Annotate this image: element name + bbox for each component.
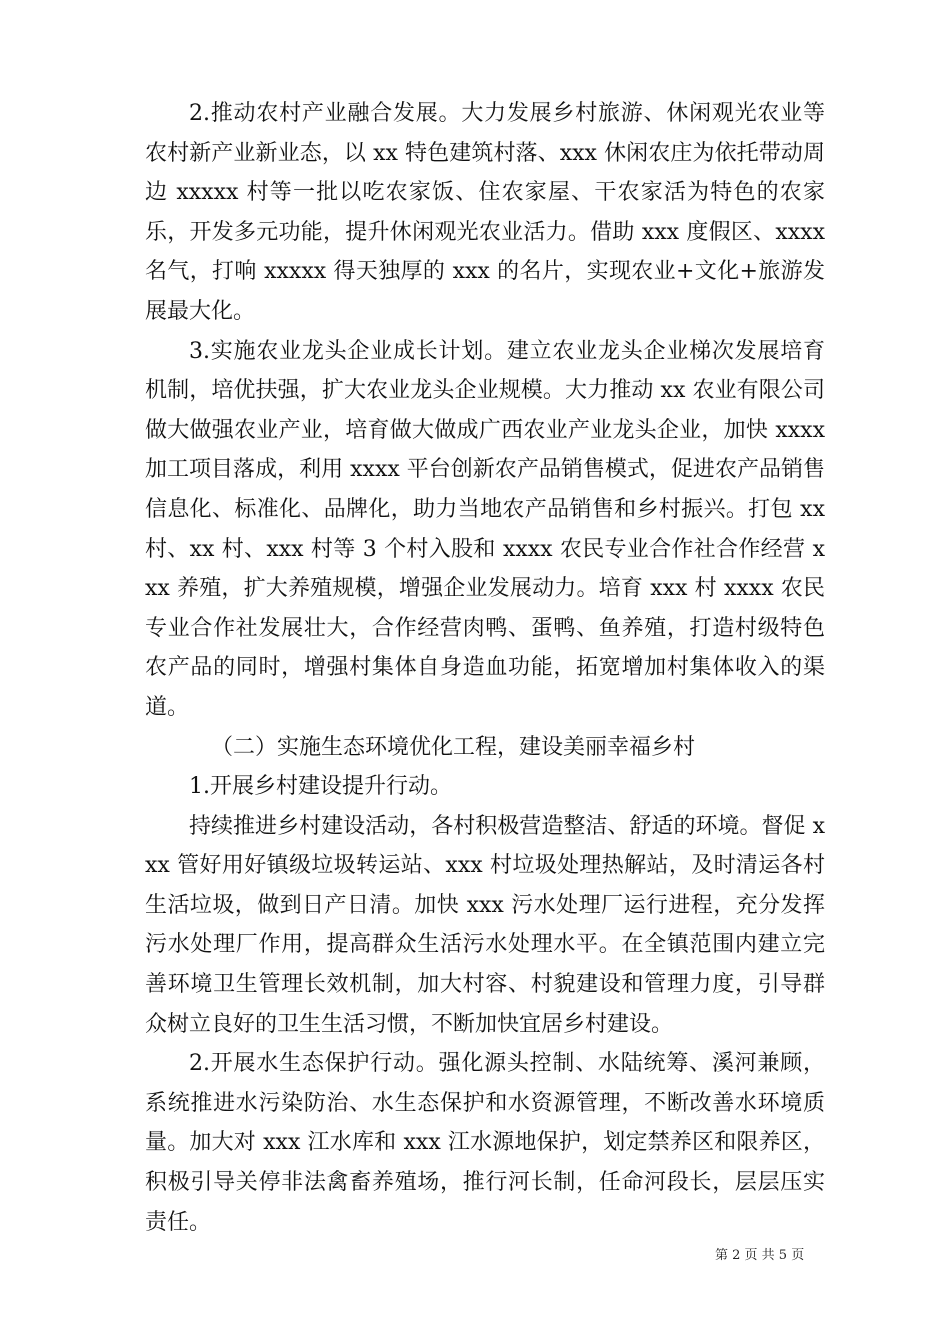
- paragraph-water-ecology: 2.开展水生态保护行动。强化源头控制、水陆统筹、溪河兼顾，系统推进水污染防治、水生态保护和水资源管理，不断改善水环境质量。加大对 xxx 江水库和 xxx 江水源地保护，划定禁养区和限养区，积极引导关停非法禽畜养殖场，推行河长制，任命河段长，层层压实责任。: [145, 1051, 825, 1235]
- page-number: 第 2 页 共 5 页: [715, 1248, 805, 1263]
- paragraph-leading-enterprise: 3.实施农业龙头企业成长计划。建立农业龙头企业梯次发展培育机制，培优扶强，扩大农业龙头企业规模。大力推动 xx 农业有限公司做大做强农业产业，培育做大做成广西农业产业龙头企业，加快 xxxx 加工项目落成，利用 xxxx 平台创新农产品销售模式，促进农产品销售信息化、标准化、品牌化，助力当地农产品销售和乡村振兴。打包 xx 村、xx 村、xxx 村等 3 个村入股和 xxxx 农民专业合作社合作经营 xxx 养殖，扩大养殖规模，增强企业发展动力。培育 xxx 村 xxxx 农民专业合作社发展壮大，合作经营肉鸭、蛋鸭、鱼养殖，打造村级特色农产品的同时，增强村集体自身造血功能，拓宽增加村集体收入的渠道。: [145, 338, 825, 720]
- paragraph-industry-integration: 2.推动农村产业融合发展。大力发展乡村旅游、休闲观光农业等农村新产业新业态，以 xx 特色建筑村落、xxx 休闲农庄为依托带动周边 xxxxx 村等一批以吃农家饭、住农家屋、干农家活为特色的农家乐，开发多元功能，提升休闲观光农业活力。借助 xxx 度假区、xxxx 名气，打响 xxxxx 得天独厚的 xxx 的名片，实现农业+文化+旅游发展最大化。: [145, 101, 825, 324]
- subheading-village-construction: 1.开展乡村建设提升行动。: [189, 774, 452, 800]
- paragraph-village-construction: 持续推进乡村建设活动，各村积极营造整洁、舒适的环境。督促 xxx 管好用好镇级垃圾转运站、xxx 村垃圾处理热解站，及时清运各村生活垃圾，做到日产日清。加快 xxx 污水处理厂运行进程，充分发挥污水处理厂作用，提高群众生活污水处理水平。在全镇范围内建立完善环境卫生管理长效机制，加大村容、村貌建设和管理力度，引导群众树立良好的卫生生活习惯，不断加快宜居乡村建设。: [145, 813, 825, 1037]
- document-body: [145, 94, 825, 1242]
- section-heading-ecology: （二）实施生态环境优化工程，建设美丽幸福乡村: [211, 734, 696, 760]
